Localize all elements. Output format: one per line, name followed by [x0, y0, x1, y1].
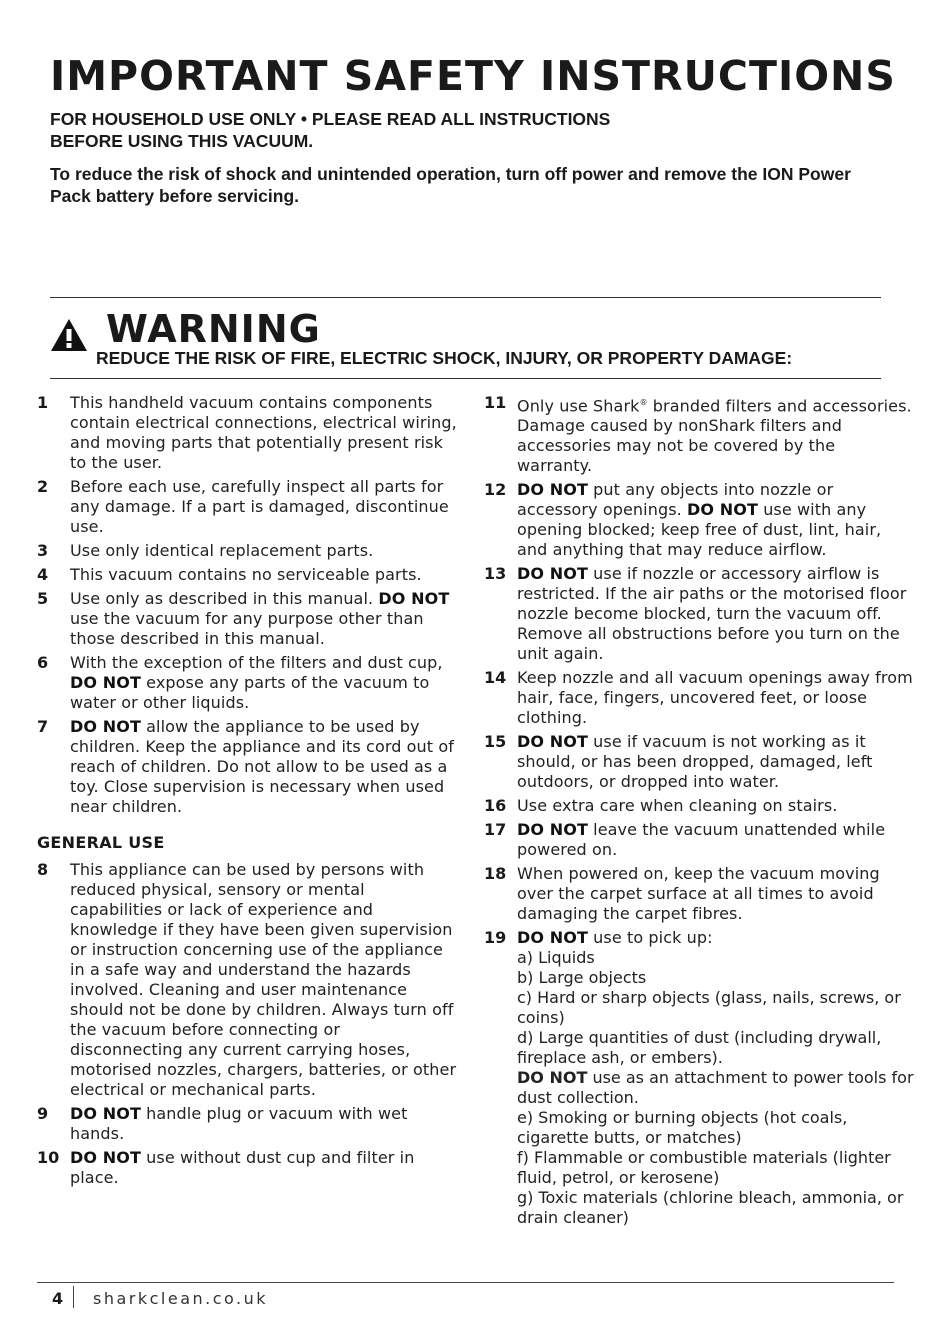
list-item [37, 1148, 457, 1188]
warning-triangle-icon [50, 318, 88, 352]
item-number: 16 [484, 796, 507, 816]
list-item [484, 393, 914, 476]
list-item [37, 393, 457, 473]
item-number: 9 [37, 1104, 49, 1123]
item-text: This appliance can be used by persons with reduced physical, sensory or mental capabilities or lack of experience and knowledge if they have been given supervision or instruction concerning use of the appliance in a safe way and understand the hazards involved. Cleaning and user maintenance should not be done by children. Always turn off the vacuum before connecting or disconnecting any current carrying hoses, motorised nozzles, chargers, batteries, or other electrical or mechanical parts. [70, 860, 457, 1099]
divider-mid [50, 378, 881, 379]
sub-item: a) Liquids [517, 948, 595, 968]
item-number: 4 [37, 565, 49, 584]
item-number: 13 [484, 564, 507, 584]
do-not-emphasis: DO NOT [517, 820, 588, 840]
item-text: Use extra care when cleaning on stairs. [517, 796, 838, 816]
item-text: DO NOT leave the vacuum unattended while powered on. [517, 820, 886, 860]
footer-url: sharkclean.co.uk [93, 1289, 269, 1308]
do-not-emphasis: DO NOT [70, 717, 141, 736]
list-item [484, 928, 914, 1228]
sub-item: b) Large objects [517, 968, 647, 988]
item-text: DO NOT use to pick up: [517, 928, 713, 948]
list-item [37, 860, 457, 1100]
item-text: Before each use, carefully inspect all parts for any damage. If a part is damaged, discontinue use. [70, 477, 449, 536]
item-text: Use only identical replacement parts. [70, 541, 374, 560]
do-not-emphasis: DO NOT [70, 1104, 141, 1123]
item-text: DO NOT handle plug or vacuum with wet hands. [70, 1104, 408, 1143]
item-number: 5 [37, 589, 49, 608]
list-item [37, 1104, 457, 1144]
intro-text: To reduce the risk of shock and unintended operation, turn off power and remove the ION Power Pack battery before servicing. [50, 164, 851, 206]
do-not-emphasis: DO NOT [517, 732, 588, 752]
item-number: 2 [37, 477, 49, 496]
do-not-emphasis: DO NOT [517, 564, 588, 584]
page-number: 4 [52, 1289, 64, 1308]
item-number: 12 [484, 480, 507, 500]
sub-item: d) Large quantities of dust (including drywall, fireplace ash, or embers). [517, 1028, 882, 1068]
warning-subheading: REDUCE THE RISK OF FIRE, ELECTRIC SHOCK, INJURY, OR PROPERTY DAMAGE: [96, 348, 793, 368]
item-text: DO NOT use if vacuum is not working as it should, or has been dropped, damaged, left outdoors, or dropped into water. [517, 732, 873, 792]
item-text: Only use Shark® branded filters and accessories. Damage caused by nonShark filters and accessories may not be covered by the warranty. [517, 396, 912, 476]
list-item [37, 565, 457, 585]
item-text: DO NOT use without dust cup and filter in place. [70, 1148, 415, 1187]
item-number: 17 [484, 820, 507, 840]
subtitle-line-1: FOR HOUSEHOLD USE ONLY • PLEASE READ ALL INSTRUCTIONS [50, 109, 611, 129]
item-text: This vacuum contains no serviceable parts. [70, 565, 422, 584]
item-number: 15 [484, 732, 507, 752]
warning-word: WARNING [106, 307, 321, 351]
sub-item: c) Hard or sharp objects (glass, nails, screws, or coins) [517, 988, 901, 1028]
do-not-emphasis: DO NOT [517, 1068, 588, 1088]
divider-top [50, 297, 881, 298]
do-not-emphasis: DO NOT [378, 589, 450, 608]
list-item [484, 480, 914, 560]
item-text: DO NOT put any objects into nozzle or accessory openings. DO NOT use with any opening blocked; keep free of dust, lint, hair, and anything that may reduce airflow. [517, 480, 882, 560]
subtitle-line-2: BEFORE USING THIS VACUUM. [50, 131, 314, 151]
footer-separator [73, 1286, 74, 1308]
list-item [37, 477, 457, 537]
section-heading-general-use: GENERAL USE [37, 833, 165, 852]
item-text: Use only as described in this manual. DO NOT use the vacuum for any purpose other than those described in this manual. [70, 589, 450, 648]
list-item [37, 541, 457, 561]
item-number: 1 [37, 393, 49, 412]
do-not-emphasis: DO NOT [70, 673, 141, 692]
instructions-right-column [484, 393, 914, 1228]
item-text: DO NOT allow the appliance to be used by children. Keep the appliance and its cord out of reach of children. Do not allow to be used as a toy. Close supervision is necessary when used near children. [70, 717, 454, 816]
do-not-emphasis: DO NOT [687, 500, 758, 520]
instructions-left-column [37, 393, 457, 1188]
list-item [37, 717, 457, 817]
item-number: 6 [37, 653, 49, 672]
list-item [37, 653, 457, 713]
sub-item: g) Toxic materials (chlorine bleach, ammonia, or drain cleaner) [517, 1188, 904, 1228]
do-not-emphasis: DO NOT [70, 1148, 141, 1167]
list-item [484, 732, 914, 792]
do-not-emphasis: DO NOT [517, 480, 588, 500]
do-not-emphasis: DO NOT [517, 928, 588, 948]
item-number: 8 [37, 860, 49, 879]
sub-item: DO NOT use as an attachment to power tools for dust collection. [517, 1068, 914, 1108]
sub-item: e) Smoking or burning objects (hot coals, cigarette butts, or matches) [517, 1108, 848, 1148]
list-item [37, 589, 457, 649]
footer-divider [37, 1282, 894, 1283]
item-text: Keep nozzle and all vacuum openings away from hair, face, fingers, uncovered feet, or loose clothing. [517, 668, 913, 728]
list-item [484, 864, 914, 924]
item-text: When powered on, keep the vacuum moving over the carpet surface at all times to avoid damaging the carpet fibres. [517, 864, 880, 924]
list-item [484, 668, 914, 728]
page-title: IMPORTANT SAFETY INSTRUCTIONS [50, 52, 896, 100]
item-number: 3 [37, 541, 49, 560]
item-number: 14 [484, 668, 507, 688]
item-number: 11 [484, 393, 507, 412]
item-number: 10 [37, 1148, 60, 1167]
item-number: 19 [484, 928, 507, 948]
item-text: DO NOT use if nozzle or accessory airflow is restricted. If the air paths or the motorised floor nozzle become blocked, turn the vacuum off. Remove all obstructions before you turn on the unit again. [517, 564, 907, 664]
subtitle [50, 108, 850, 152]
item-number: 7 [37, 717, 49, 736]
list-item [484, 796, 914, 816]
list-item [484, 820, 914, 860]
item-number: 18 [484, 864, 507, 884]
list-item [484, 564, 914, 664]
registered-mark: ® [639, 398, 648, 407]
sub-item: f) Flammable or combustible materials (lighter fluid, petrol, or kerosene) [517, 1148, 891, 1188]
item-text: This handheld vacuum contains components contain electrical connections, electrical wiring, and moving parts that potentially present risk to the user. [70, 393, 457, 472]
item-text: With the exception of the filters and dust cup, DO NOT expose any parts of the vacuum to water or other liquids. [70, 653, 443, 712]
